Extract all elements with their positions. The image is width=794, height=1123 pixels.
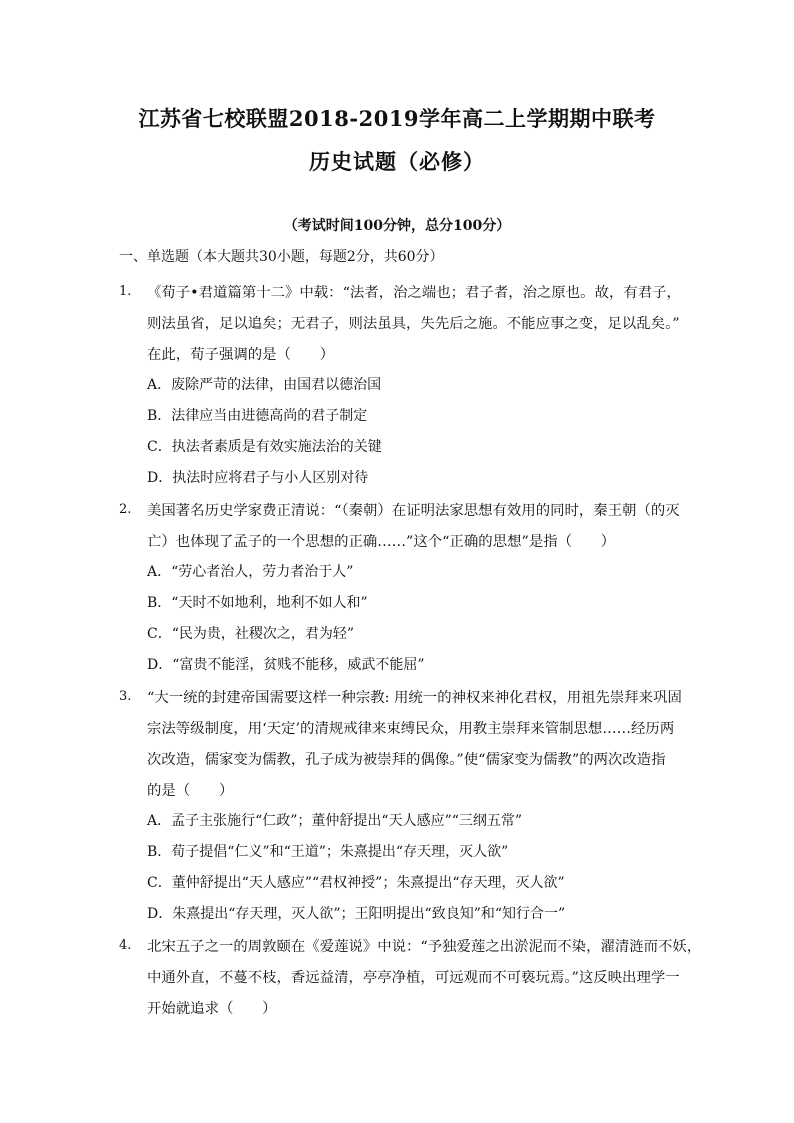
question-number: 1. [119,284,132,299]
section-heading: 一、单选题（本大题共30小题，每题2分，共60分） [119,249,444,265]
question-text-line: 亡）也体现了孟子的一个思想的正确……”这个“正确的思想”是指（ ） [147,534,616,550]
question-number: 2. [119,502,132,517]
question-text-line: 的是（ ） [147,783,234,799]
answer-option: A．废除严苛的法律，由国君以德治国 [147,377,382,393]
answer-option: C．“民为贵，社稷次之，君为轻” [147,626,355,642]
question-number: 4. [119,938,132,953]
question-text-line: 在此，荀子强调的是（ ） [147,347,335,363]
question-text-line: 则法虽省，足以追矣；无君子，则法虽具，失先后之施。不能应事之变，足以乱矣。” [147,316,680,332]
question-text-line: 中通外直，不蔓不枝，香远益清，亭亭净植，可远观而不可亵玩焉。”这反映出理学一 [147,970,680,986]
question-text-line: 北宋五子之一的周敦颐在《爱莲说》中说：“予独爱莲之出淤泥而不染，濯清涟而不妖， [147,939,702,955]
question-text-line: 次改造，儒家变为儒教，孔子成为被崇拜的偶像。”使“儒家变为儒教”的两次改造指 [147,752,666,768]
answer-option: D．执法时应将君子与小人区别对待 [147,470,369,486]
question-number: 3. [119,689,132,704]
question-text-line: 宗法等级制度，用‘天定’的清规戒律来束缚民众，用教主崇拜来管制思想……经历两 [147,721,675,737]
answer-option: B．法律应当由进德高尚的君子制定 [147,408,368,424]
question-text-line: 《荀子•君道篇第十二》中载：“法者，治之端也；君子者，治之原也。故，有君子， [147,285,681,301]
question-text-line: 开始就追求（ ） [147,1001,277,1017]
answer-option: C．董仲舒提出“天人感应”“君权神授”；朱熹提出“存天理，灭人欲” [147,875,565,891]
answer-option: B．“天时不如地利，地利不如人和” [147,595,368,611]
document-title: 江苏省七校联盟2018-2019学年高二上学期期中联考 [138,106,656,131]
answer-option: D．“富贵不能淫，贫贱不能移，威武不能屈” [147,657,425,673]
answer-option: B．荀子提倡“仁义”和“王道”；朱熹提出“存天理，灭人欲” [147,844,509,860]
question-text-line: 美国著名历史学家费正清说：“（秦朝）在证明法家思想有效用的同时，秦王朝（的灭 [147,503,680,519]
document-subtitle: 历史试题（必修） [309,149,485,174]
answer-option: D．朱熹提出“存天理，灭人欲”；王阳明提出“致良知”和“知行合一” [147,906,566,922]
exam-info: （考试时间100分钟，总分100分） [283,218,511,234]
answer-option: A．“劳心者治人，劳力者治于人” [147,564,354,580]
answer-option: A．孟子主张施行“仁政”；董仲舒提出“天人感应”“三纲五常” [147,813,523,829]
question-text-line: “大一统的封建帝国需要这样一种宗教: 用统一的神权来神化君权，用祖先崇拜来巩固 [147,690,682,706]
answer-option: C．执法者素质是有效实施法治的关键 [147,439,382,455]
